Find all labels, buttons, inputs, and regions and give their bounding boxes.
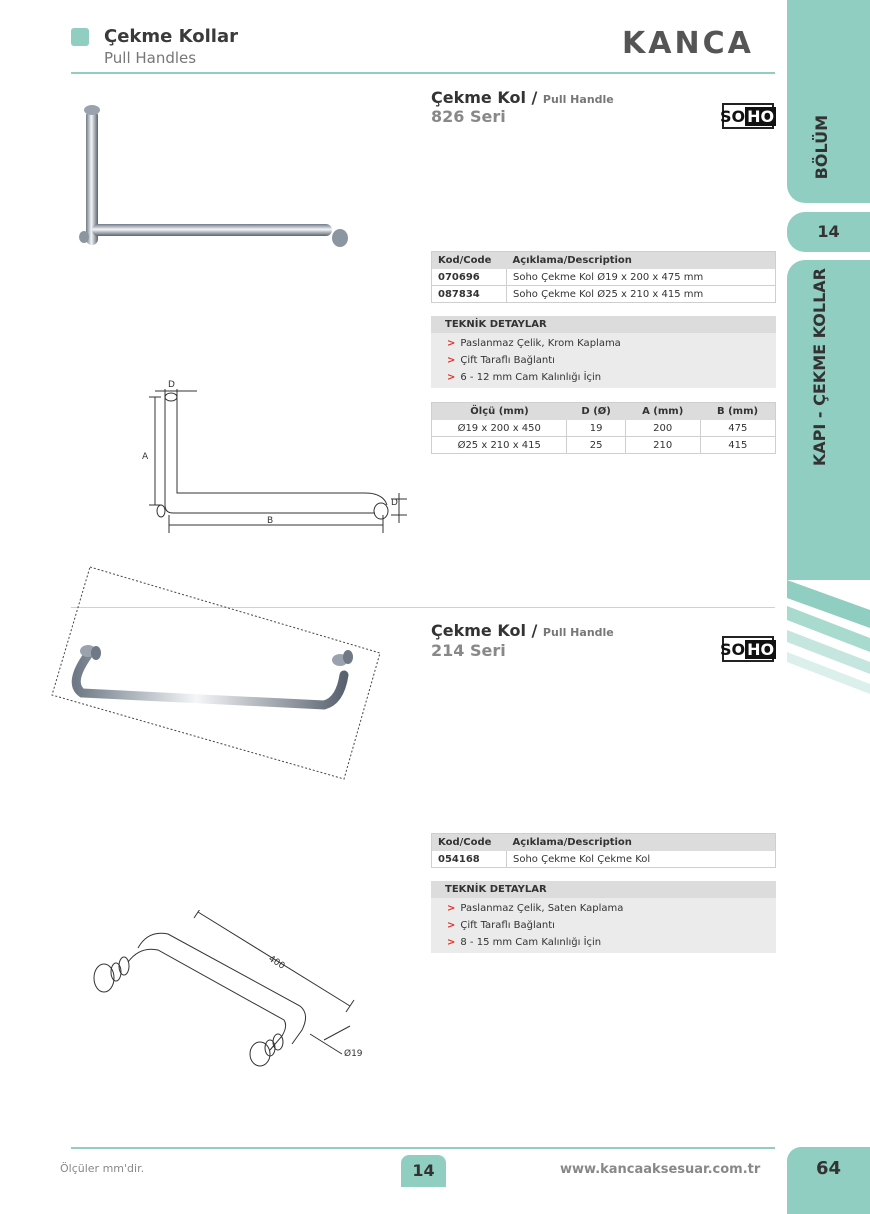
arrow-icon: > <box>447 372 456 383</box>
product-214-title: Çekme Kol / Pull Handle <box>431 621 614 640</box>
arrow-icon: > <box>447 338 456 349</box>
list-item: > Çift Taraflı Bağlantı <box>447 355 555 366</box>
product-826-title: Çekme Kol / Pull Handle <box>431 88 614 107</box>
dim-label-d-top: D <box>168 380 175 390</box>
footer-note: Ölçüler mm'dir. <box>60 1162 145 1175</box>
footer-website-link[interactable]: www.kancaaksesuar.com.tr <box>560 1162 761 1177</box>
list-item: > 6 - 12 mm Cam Kalınlığı İçin <box>447 372 602 383</box>
footer-chapter-number: 14 <box>401 1155 446 1187</box>
dim-label-a: A <box>142 452 149 462</box>
product-214-tech-list <box>431 898 776 953</box>
arrow-icon: > <box>447 920 456 931</box>
dim-label-d-side: D <box>391 498 398 508</box>
sidebar-chapter-number: 14 <box>817 222 840 241</box>
dim-label-length: 400 <box>266 954 287 972</box>
page-title: Çekme Kollar <box>104 26 238 47</box>
soho-badge: SO HO <box>722 636 774 662</box>
product-214-drawing <box>88 910 378 1070</box>
header-divider <box>71 72 775 74</box>
product-826-photo <box>72 100 357 260</box>
table-row: Ø19 x 200 x 450 19 200 475 <box>432 420 776 437</box>
product-214-series: 214 Seri <box>431 641 506 660</box>
sidebar-chapter-label: BÖLÜM <box>812 115 831 180</box>
table-row: Ø25 x 210 x 415 25 210 415 <box>432 437 776 454</box>
footer-divider <box>71 1147 775 1149</box>
list-item: > Paslanmaz Çelik, Krom Kaplama <box>447 338 621 349</box>
sidebar-stripes <box>787 580 870 700</box>
sidebar-category-label: KAPI - ÇEKME KOLLAR <box>810 268 829 467</box>
dim-label-diameter: Ø19 <box>344 1049 363 1059</box>
table-row: 070696 Soho Çekme Kol Ø19 x 200 x 475 mm <box>432 269 776 286</box>
soho-badge: SO HO <box>722 103 774 129</box>
arrow-icon: > <box>447 903 456 914</box>
table-row: 087834 Soho Çekme Kol Ø25 x 210 x 415 mm <box>432 286 776 303</box>
list-item: > Paslanmaz Çelik, Saten Kaplama <box>447 903 624 914</box>
footer-page-number: 64 <box>787 1147 870 1214</box>
product-826-code-table: Kod/Code Açıklama/Description 070696 Soho Çekme Kol Ø19 x 200 x 475 mm 087834 Soho Çekme Kol Ø25 x 210 x 415 mm <box>431 251 776 303</box>
table-row: 054168 Soho Çekme Kol Çekme Kol <box>432 851 776 868</box>
list-item: > 8 - 15 mm Cam Kalınlığı İçin <box>447 937 602 948</box>
product-826-tech-list <box>431 333 776 388</box>
brand-logo: KANCA <box>622 26 754 61</box>
dim-label-b: B <box>267 516 274 526</box>
product-214-code-table: Kod/Code Açıklama/Description 054168 Soho Çekme Kol Çekme Kol <box>431 833 776 868</box>
arrow-icon: > <box>447 937 456 948</box>
product-826-drawing <box>135 375 415 540</box>
product-826-tech-title: TEKNİK DETAYLAR <box>431 316 776 333</box>
list-item: > Çift Taraflı Bağlantı <box>447 920 555 931</box>
product-826-dimension-table: Ölçü (mm) D (Ø) A (mm) B (mm) Ø19 x 200 x 450 19 200 475 Ø25 x 210 x 415 25 210 415 <box>431 402 776 454</box>
arrow-icon: > <box>447 355 456 366</box>
product-214-photo <box>48 565 384 783</box>
header-marker <box>71 28 89 46</box>
product-826-series: 826 Seri <box>431 107 506 126</box>
product-214-tech-title: TEKNİK DETAYLAR <box>431 881 776 898</box>
page-subtitle: Pull Handles <box>104 49 197 67</box>
